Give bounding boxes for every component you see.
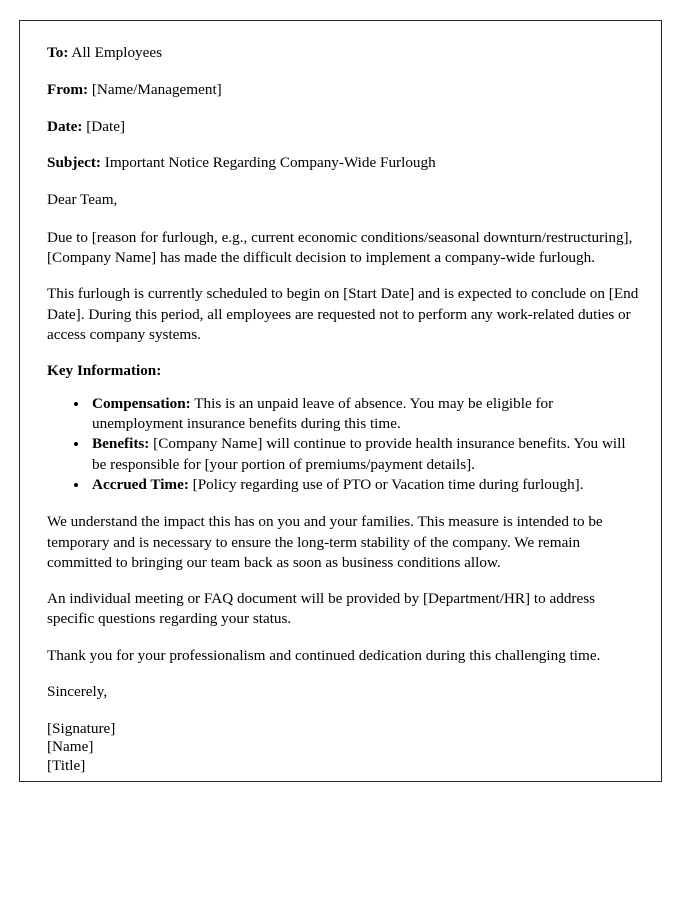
bullet-text-accrued-time: [Policy regarding use of PTO or Vacation time during furlough]. [192,476,584,494]
bullet-label-compensation: Compensation: [92,394,191,412]
letter-paragraph-intro-1: Due to [reason for furlough, e.g., current economic conditions/seasonal downturn/restructuring], [Company Name] has made the difficult decision to implement a company-wide furlough. [47,228,633,267]
field-value-subject: Important Notice Regarding Company-Wide Furlough [104,154,436,172]
document-page-border [19,20,662,782]
letter-body [47,43,639,775]
letter-paragraph-closing-1: We understand the impact this has on you and your families. This measure is intended to be temporary and is necessary to ensure the long-term stability of the company. We remain committed to bringing our team back as soon as business conditions allow. [47,513,603,571]
letter-paragraph-closing-3: Thank you for your professionalism and continued dedication during this challenging time. [47,646,601,664]
bullet-label-benefits: Benefits: [92,435,150,453]
field-value-from: [Name/Management] [91,80,222,98]
list-item [89,434,639,475]
bullet-text-benefits: [Company Name] will continue to provide health insurance benefits. You will be responsible for [your portion of premiums/payment details]. [92,435,626,473]
key-information-heading: Key Information: [47,362,162,380]
bullet-label-accrued-time: Accrued Time: [92,476,189,494]
letter-field-subject [47,153,639,173]
signature-line-signature: [Signature] [47,719,116,737]
key-information-list [47,394,639,495]
bullet-text-compensation: This is an unpaid leave of absence. You may be eligible for unemployment insurance benefits during this time. [92,394,554,433]
signature-line-title: [Title] [47,756,86,774]
letter-paragraph-intro-2: This furlough is currently scheduled to begin on [Start Date] and is expected to conclude on [End Date]. During this period, all employees are requested not to perform any work-related duties or access company systems. [47,285,639,343]
letter-field-from [47,80,639,100]
field-value-to: All Employees [71,44,163,61]
list-item [89,475,639,495]
letter-field-to [47,43,639,63]
field-label-from: From: [47,80,89,98]
letter-sign-off: Sincerely, [47,683,108,700]
field-label-to: To: [47,44,69,61]
letter-field-date [47,117,639,137]
field-value-date: [Date] [86,117,126,135]
letter-paragraph-closing-2: An individual meeting or FAQ document will be provided by [Department/HR] to address specific questions regarding your status. [47,590,596,628]
field-label-subject: Subject: [47,154,101,172]
field-label-date: Date: [47,117,83,135]
signature-block [47,720,639,775]
signature-line-name: [Name] [47,738,94,756]
letter-salutation: Dear Team, [47,191,118,208]
list-item [89,394,639,435]
